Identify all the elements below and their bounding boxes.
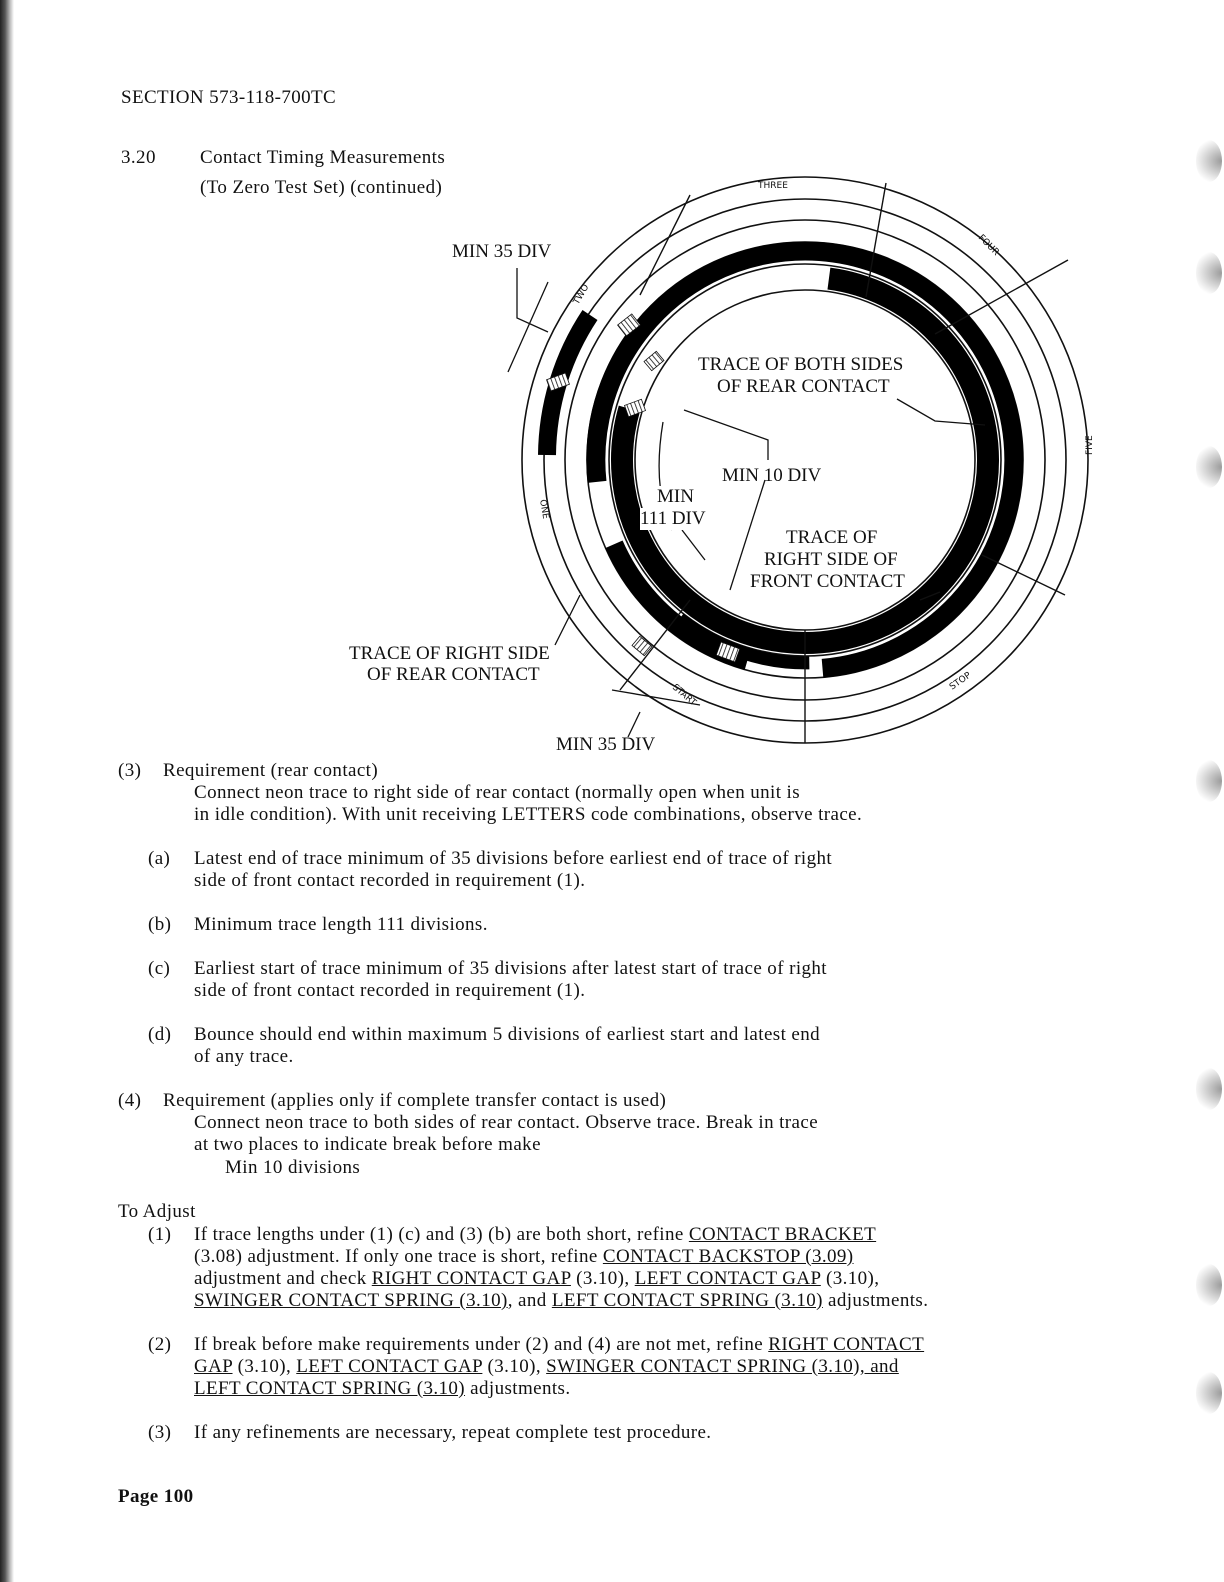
leader-min10 (684, 410, 768, 460)
req4-line3: Min 10 divisions (225, 1157, 361, 1178)
label-three: THREE (758, 181, 788, 191)
adjust-item1-line4 (194, 1290, 928, 1312)
text: (3.08) adjustment. If only one trace is short, refine (194, 1246, 603, 1267)
ref-swinger-contact-spring: SWINGER CONTACT SPRING (3.10) (194, 1290, 508, 1311)
ref-right-contact-gap: RIGHT CONTACT GAP (371, 1268, 571, 1289)
req3-item-label: (a) (148, 848, 171, 869)
leader-min35-top (517, 268, 548, 332)
ref-left-contact-gap: LEFT CONTACT GAP (296, 1356, 483, 1377)
callout-both-sides-1: TRACE OF BOTH SIDES (698, 354, 904, 375)
req3-body-line1: Connect neon trace to right side of rear contact (normally open when unit is (194, 782, 801, 803)
callout-right-rear-1: TRACE OF RIGHT SIDE (349, 643, 550, 664)
req4-line1: Connect neon trace to both sides of rear contact. Observe trace. Break in trace (194, 1112, 819, 1133)
text: (3.10), (820, 1268, 880, 1289)
callout-right-front-1: TRACE OF (786, 527, 878, 548)
req3-item-line2: side of front contact recorded in requirement (1). (194, 870, 586, 891)
punch-hole (1196, 1068, 1222, 1110)
ref-left-contact-spring: LEFT CONTACT SPRING (3.10) (551, 1290, 823, 1311)
label-start: START (670, 682, 698, 709)
text: adjustments. (465, 1378, 571, 1399)
adjust-item1-line2 (194, 1246, 854, 1268)
req3-title: Requirement (rear contact) (163, 760, 379, 781)
ref-contact-bracket: CONTACT BRACKET (688, 1224, 877, 1245)
page-number: Page 100 (118, 1486, 194, 1507)
timing-diagram (0, 0, 1224, 790)
label-one: ONE (537, 498, 551, 520)
punch-hole (1196, 1264, 1222, 1306)
req4-number: (4) (118, 1090, 142, 1111)
req3-item-label: (c) (148, 958, 171, 979)
bounce-mark (644, 351, 664, 370)
req3-item-line2: of any trace. (194, 1046, 294, 1067)
text: If break before make requirements under (2) and (4) are not met, refine (194, 1334, 769, 1355)
text: (3.10), (570, 1268, 635, 1289)
bounce-mark (624, 399, 645, 416)
adjust-item-number: (1) (148, 1224, 172, 1245)
label-four: FOUR (975, 233, 1001, 258)
callout-right-rear-2: OF REAR CONTACT (367, 664, 540, 685)
callout-both-sides-2: OF REAR CONTACT (717, 376, 890, 397)
bounce-mark (547, 373, 570, 391)
req4-line2: at two places to indicate break before make (194, 1134, 541, 1155)
callout-right-front-3: FRONT CONTACT (750, 571, 905, 592)
ring-outline (565, 220, 1045, 700)
req3-number: (3) (118, 760, 142, 781)
ref-right-contact: RIGHT CONTACT (768, 1334, 925, 1355)
heading-subtitle: (To Zero Test Set) (continued) (200, 177, 443, 198)
text: adjustments. (822, 1290, 929, 1311)
req3-item-line1: Latest end of trace minimum of 35 divisions before earliest end of trace of right (194, 848, 833, 869)
callout-min10: MIN 10 DIV (722, 465, 822, 486)
req3-item-label: (b) (148, 914, 172, 935)
adjust-item1-line3 (194, 1268, 879, 1290)
adjust-item1-line1 (194, 1224, 876, 1246)
adjust-item2-line3 (194, 1378, 571, 1400)
dim-min35-top (508, 282, 548, 372)
text: adjustment and check (194, 1268, 372, 1289)
heading-number: 3.20 (121, 147, 156, 168)
adjust-item-number: (2) (148, 1334, 172, 1355)
adjust-item2-line1 (194, 1334, 924, 1356)
label-stop: STOP (947, 670, 974, 693)
text: , and (507, 1290, 552, 1311)
req3-body-line2: in idle condition). With unit receiving LETTERS code combinations, observe trace. (194, 804, 863, 825)
leader-min111 (682, 530, 705, 560)
text: (3.10), (232, 1356, 297, 1377)
callout-min111-2: 111 DIV (640, 508, 706, 529)
callout-right-front-2: RIGHT SIDE OF (764, 549, 898, 570)
req4-title: Requirement (applies only if complete transfer contact is used) (163, 1090, 667, 1111)
ref-left-contact-gap: LEFT CONTACT GAP (634, 1268, 821, 1289)
req3-item-line1: Bounce should end within maximum 5 divisions of earliest start and latest end (194, 1024, 821, 1045)
callout-min111-1: MIN (657, 486, 694, 507)
callout-min35-bottom: MIN 35 DIV (556, 734, 656, 755)
punch-hole (1196, 1372, 1222, 1414)
leader-right-rear (555, 595, 580, 645)
text: If trace lengths under (1) (c) and (3) (b) are both short, refine (194, 1224, 689, 1245)
section-header: SECTION 573-118-700TC (121, 87, 337, 108)
label-five: FIVE (1085, 435, 1095, 455)
label-two: TWO (571, 282, 592, 307)
adjust-item2-line2 (194, 1356, 899, 1378)
adjust-item3-text: If any refinements are necessary, repeat complete test procedure. (194, 1422, 712, 1443)
req3-item-label: (d) (148, 1024, 172, 1045)
text: (3.10), (482, 1356, 547, 1377)
req3-item-line2: side of front contact recorded in requirement (1). (194, 980, 586, 1001)
ref-left-contact-spring: LEFT CONTACT SPRING (3.10) (194, 1378, 466, 1399)
req3-item-line1: Earliest start of trace minimum of 35 divisions after latest start of trace of right (194, 958, 827, 979)
ref-gap: GAP (194, 1356, 233, 1377)
req3-item-line1: Minimum trace length 111 divisions. (194, 914, 488, 935)
ref-contact-backstop: CONTACT BACKSTOP (3.09) (602, 1246, 854, 1267)
ref-swinger-contact-spring: SWINGER CONTACT SPRING (3.10), and (546, 1356, 899, 1377)
callout-min35-top: MIN 35 DIV (452, 241, 552, 262)
adjust-item-number: (3) (148, 1422, 172, 1443)
ring-outline (609, 264, 1001, 656)
adjust-title: To Adjust (118, 1201, 196, 1222)
heading-title: Contact Timing Measurements (200, 147, 446, 168)
